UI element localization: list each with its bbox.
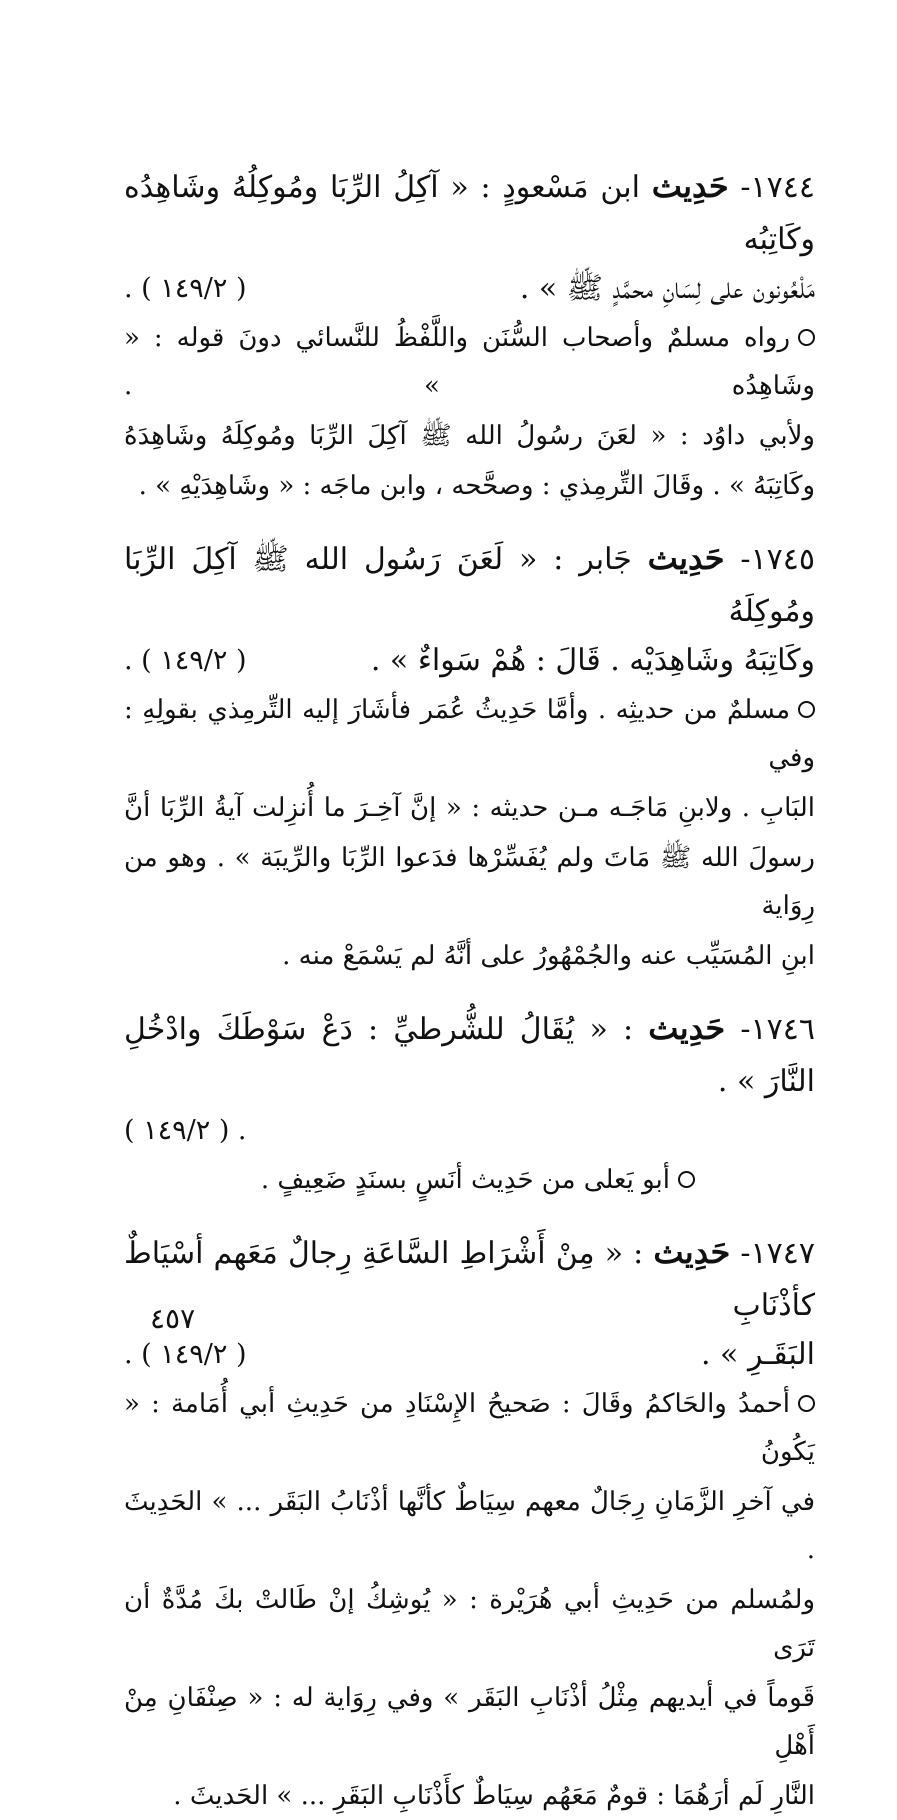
volume-page-reference: ( ١٤٩/٢ ) . — [124, 273, 247, 304]
hadith-heading — [124, 160, 815, 266]
hadith-text-line: : « مِنْ أَشْرَاطِ السَّاعَةِ رِجالٌ مَعَهم أسْيَاطٌ كأذْنَابِ — [124, 1236, 815, 1323]
commentary-line: البَابِ . ولابنِ مَاجَـه مـن حديثه : « إنَّ آخِـرَ ما أُنزِلت آيةُ الرِّبَا أنَّ — [124, 793, 815, 823]
hadith-entry-1745 — [124, 532, 815, 980]
hadith-text-line: : « يُقَالُ للشُّرطيِّ : دَعْ سَوْطَكَ وادْخُلِ النَّارَ » . — [124, 1012, 815, 1099]
commentary-text: أبو يَعلى من حَدِيث أنَسٍ بسنَدٍ ضَعِيفٍ . — [260, 1165, 670, 1195]
commentary-line — [124, 686, 815, 782]
hadith-text-line: ابن مَسْعودٍ : « آكِلُ الرِّبَا ومُوكِلُهُ وشَاهِدُه وكَاتِبُه — [124, 170, 815, 257]
hadith-last-line — [124, 266, 815, 312]
commentary-line: رسولَ الله ﷺ مَاتَ ولم يُفَسِّرْها فدَعوا الرِّبَا والرِّيبَة » . وهو من رِوَاية — [124, 843, 815, 921]
commentary-line: ولأبي داوُد : « لعَنَ رسُولُ الله ﷺ آكِلَ الرِّبَا ومُوكِلَهُ وشَاهِدَهُ — [124, 421, 815, 451]
hadith-keyword: حَدِيث — [651, 167, 729, 205]
hollow-circle-bullet-icon — [798, 701, 815, 718]
volume-page-reference: . ( ١٤٩/٢ ) — [124, 1115, 247, 1146]
commentary-line — [124, 1380, 815, 1476]
hadith-heading — [124, 1002, 815, 1108]
hadith-number: ١٧٤٥- — [740, 542, 816, 577]
hadith-last-line — [124, 638, 815, 684]
hadith-heading — [124, 1226, 815, 1332]
hadith-number: ١٧٤٦- — [740, 1012, 815, 1047]
volume-page-reference: ( ١٤٩/٢ ) . — [124, 1339, 247, 1370]
hadith-text-line: جَابر : « لَعَنَ رَسُول الله ﷺ آكِلَ الرِّبَا ومُوكِلَهُ — [124, 542, 815, 629]
commentary-line: ولمُسلم من حَدِيثِ أبي هُرَيْرة : « يُوشِكُ إنْ طَالتْ بكَ مُدَّةٌ أن تَرَى — [124, 1585, 815, 1663]
hadith-number: ١٧٤٤- — [740, 170, 815, 205]
commentary-text: أحمدُ والحَاكمُ وقَالَ : صَحيحُ الإِسْنَادِ من حَدِيثِ أبي أُمَامة : « يَكُونُ — [124, 1389, 815, 1467]
volume-page-reference: ( ١٤٩/٢ ) . — [124, 645, 247, 676]
hollow-circle-bullet-icon — [798, 1395, 815, 1412]
hadith-number: ١٧٤٧- — [740, 1236, 815, 1271]
hadith-keyword: حَدِيث — [647, 539, 725, 577]
hadith-keyword: حَدِيث — [648, 1009, 726, 1047]
commentary-line — [124, 1156, 815, 1204]
commentary-line: قَوماً في أيديهم مِثْلُ أذْنَابِ البَقَر » وفي رِوَاية له : « صِنْفَانِ مِنْ أَهْلِ — [124, 1683, 815, 1761]
commentary-line: النَّارِ لَم أرَهُمَا : قومٌ مَعَهُم سِيَاطٌ كأَذْنَابِ البَقَرِ ... » الحَديثَ . — [173, 1781, 815, 1811]
hadith-heading — [124, 532, 815, 638]
page-number: ٤٥٧ — [150, 1302, 196, 1335]
hadith-entry-1744 — [124, 160, 815, 510]
page-text — [124, 160, 815, 1820]
hadith-text-line: مَلْعُونون على لِسَانِ محمَّدٍ ﷺ » . — [519, 271, 815, 306]
hadith-text-line: وكَاتِبَهُ وشَاهِدَيْه . قَالَ : هُمْ سَواءٌ » . — [370, 643, 815, 678]
hadith-keyword: حَدِيث — [653, 1233, 731, 1271]
commentary-text: رواه مسلمٌ وأصحاب السُّنَن واللَّفْظُ للنَّسائي دونَ قوله : « وشَاهِدُه » . — [124, 323, 815, 401]
hadith-last-line — [124, 1332, 815, 1378]
hadith-text-line: البَقَـرِ » . — [700, 1337, 815, 1372]
commentary-line: في آخرِ الزَّمَانِ رِجَالٌ معهم سِيَاطٌ كأنَّها أذْنَابُ البَقَر ... » الحَدِيثَ . — [124, 1487, 815, 1565]
hadith-entry-1746 — [124, 1002, 815, 1204]
hollow-circle-bullet-icon — [798, 329, 815, 346]
commentary-line: ابنِ المُسَيِّب عنه والجُمْهُورُ على أنَّهُ لم يَسْمَعْ منه . — [282, 941, 815, 971]
commentary-text: مسلمٌ من حديثِه . وأمَّا حَدِيثُ عُمَر فأشَارَ إليه التِّرمِذي بقولِهِ : وفي — [124, 695, 815, 773]
commentary-line: وكَاتِبَهُ » . وقَالَ التِّرمِذي : وصحَّحه ، وابن ماجَه : « وشَاهِدَيْهِ » . — [138, 471, 815, 501]
hadith-entry-1747 — [124, 1226, 815, 1820]
hollow-circle-bullet-icon — [678, 1171, 695, 1188]
commentary-line — [124, 314, 815, 410]
